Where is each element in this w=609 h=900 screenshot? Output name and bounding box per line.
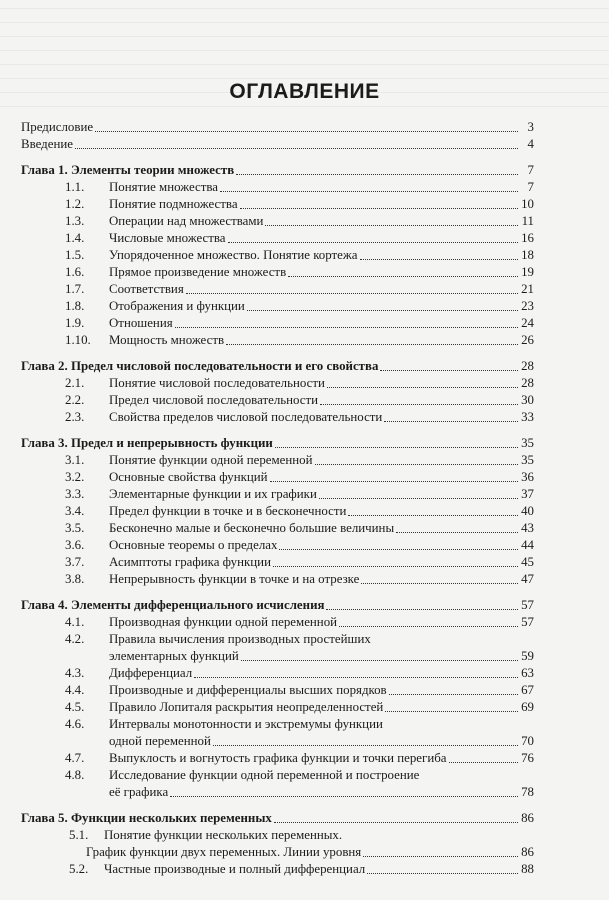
section-number: 1.10. <box>65 333 91 347</box>
toc-page-number: 28 <box>521 359 534 373</box>
toc-page-number: 35 <box>521 436 534 450</box>
toc-section[interactable] <box>21 196 534 213</box>
section-title: Понятие числовой последовательности <box>109 376 325 390</box>
toc-section[interactable] <box>21 716 534 733</box>
toc-page-number: 11 <box>521 214 534 228</box>
toc-page-number: 69 <box>521 700 534 714</box>
dot-leader <box>95 131 518 132</box>
toc-page-number: 47 <box>521 572 534 586</box>
dot-leader <box>270 481 518 482</box>
section-title: Упорядоченное множество. Понятие кортежа <box>109 248 358 262</box>
section-number: 1.6. <box>65 265 85 279</box>
dot-leader <box>348 515 518 516</box>
toc-section[interactable] <box>21 699 534 716</box>
section-title: Дифференциал <box>109 666 193 680</box>
toc-page-number: 67 <box>521 683 534 697</box>
toc-page-number: 57 <box>521 615 534 629</box>
toc-page-number: 4 <box>527 137 534 151</box>
toc-page-number: 88 <box>521 862 534 876</box>
toc-section[interactable] <box>21 614 534 631</box>
toc-section[interactable] <box>21 682 534 699</box>
section-number: 1.8. <box>65 299 85 313</box>
section-title: Правила вычисления производных простейших <box>109 632 371 646</box>
section-title: Элементарные функции и их графики <box>109 487 317 501</box>
section-number: 1.5. <box>65 248 85 262</box>
section-number: 2.1. <box>65 376 85 390</box>
dot-leader <box>319 498 518 499</box>
section-number: 4.3. <box>65 666 85 680</box>
section-number: 1.7. <box>65 282 85 296</box>
toc-section[interactable] <box>21 332 534 349</box>
toc-page-number: 36 <box>521 470 534 484</box>
section-number: 2.3. <box>65 410 85 424</box>
toc-section[interactable] <box>21 537 534 554</box>
toc-section[interactable] <box>21 281 534 298</box>
dot-leader <box>236 174 518 175</box>
toc-section[interactable] <box>21 179 534 196</box>
toc-page-number: 16 <box>521 231 534 245</box>
dot-leader <box>226 344 518 345</box>
section-title: Понятие множества <box>109 180 219 194</box>
section-title: Операции над множествами <box>109 214 264 228</box>
toc-page-number: 78 <box>521 785 534 799</box>
dot-leader <box>186 293 518 294</box>
toc-page-number: 70 <box>521 734 534 748</box>
dot-leader <box>273 566 518 567</box>
section-number: 1.2. <box>65 197 85 211</box>
section-number: 4.8. <box>65 768 85 782</box>
section-title: Производная функции одной переменной <box>109 615 338 629</box>
section-title: Понятие подмножества <box>109 197 238 211</box>
toc-page-number: 76 <box>521 751 534 765</box>
section-title: Мощность множеств <box>109 333 225 347</box>
section-title: Основные свойства функций <box>109 470 268 484</box>
toc-section-continuation[interactable] <box>21 648 534 665</box>
toc-page-number: 3 <box>527 120 534 134</box>
chapter-title: Глава 1. Элементы теории множеств <box>21 163 235 177</box>
toc-entry-text: Введение <box>21 137 73 151</box>
section-title-cont: одной переменной <box>109 734 211 748</box>
toc-section[interactable] <box>21 298 534 315</box>
dot-leader <box>213 745 518 746</box>
section-number: 1.4. <box>65 231 85 245</box>
section-title: Предел числовой последовательности <box>109 393 319 407</box>
toc-chapter-3[interactable] <box>21 435 534 452</box>
toc-page-number: 10 <box>521 197 534 211</box>
toc-page-number: 19 <box>521 265 534 279</box>
section-title: Основные теоремы о пределах <box>109 538 278 552</box>
toc-page-number: 28 <box>521 376 534 390</box>
toc-page-number: 43 <box>521 521 534 535</box>
dot-leader <box>265 225 518 226</box>
section-title: Правило Лопиталя раскрытия неопределенностей <box>109 700 384 714</box>
section-number: 1.9. <box>65 316 85 330</box>
section-number: 3.6. <box>65 538 85 552</box>
toc-page-number: 63 <box>521 666 534 680</box>
dot-leader <box>220 191 518 192</box>
toc-section[interactable] <box>21 452 534 469</box>
section-number: 1.1. <box>65 180 85 194</box>
section-number: 3.5. <box>65 521 85 535</box>
section-title: Числовые множества <box>109 231 226 245</box>
section-number: 2.2. <box>65 393 85 407</box>
section-title: Прямое произведение множеств <box>109 265 287 279</box>
toc-section[interactable] <box>21 486 534 503</box>
dot-leader <box>449 762 519 763</box>
toc-section[interactable] <box>21 631 534 648</box>
toc-section[interactable] <box>21 520 534 537</box>
toc-entry-preface[interactable] <box>21 119 534 136</box>
toc-chapter-5[interactable] <box>21 810 534 827</box>
section-title: Выпуклость и вогнутость графика функции и точки перегиба <box>109 751 447 765</box>
section-title: Частные производные и полный дифференциал <box>104 862 366 876</box>
section-title: Отношения <box>109 316 173 330</box>
table-of-contents <box>21 119 534 878</box>
dot-leader <box>275 447 518 448</box>
section-title: Понятие функции нескольких переменных. <box>104 828 343 842</box>
dot-leader <box>194 677 518 678</box>
section-title-cont: График функции двух переменных. Линии уровня <box>86 845 362 859</box>
dot-leader <box>326 609 518 610</box>
section-title: Исследование функции одной переменной и построение <box>109 768 420 782</box>
toc-section[interactable] <box>21 213 534 230</box>
dot-leader <box>384 421 518 422</box>
section-number: 5.2. <box>69 862 89 876</box>
dot-leader <box>396 532 518 533</box>
toc-chapter-2[interactable] <box>21 358 534 375</box>
section-title: Предел функции в точке и в бесконечности <box>109 504 347 518</box>
dot-leader <box>240 208 518 209</box>
toc-page-number: 86 <box>521 845 534 859</box>
dot-leader <box>320 404 518 405</box>
toc-page-number: 33 <box>521 410 534 424</box>
section-title: Бесконечно малые и бесконечно большие величины <box>109 521 395 535</box>
toc-section-continuation[interactable] <box>21 844 534 861</box>
toc-section[interactable] <box>21 503 534 520</box>
dot-leader <box>170 796 518 797</box>
toc-chapter-1[interactable] <box>21 162 534 179</box>
dot-leader <box>361 583 518 584</box>
toc-page-number: 18 <box>521 248 534 262</box>
section-number: 4.4. <box>65 683 85 697</box>
toc-section[interactable] <box>21 375 534 392</box>
toc-page-number: 45 <box>521 555 534 569</box>
section-number: 4.7. <box>65 751 85 765</box>
toc-page-number: 7 <box>527 163 534 177</box>
toc-page-number: 21 <box>521 282 534 296</box>
toc-section[interactable] <box>21 554 534 571</box>
toc-section[interactable] <box>21 827 534 844</box>
toc-section[interactable] <box>21 469 534 486</box>
toc-page-number: 86 <box>521 811 534 825</box>
toc-section[interactable] <box>21 230 534 247</box>
section-title-cont: её графика <box>109 785 169 799</box>
toc-section[interactable] <box>21 247 534 264</box>
section-title: Непрерывность функции в точке и на отрезке <box>109 572 360 586</box>
section-number: 4.6. <box>65 717 85 731</box>
toc-section[interactable] <box>21 392 534 409</box>
page-title: ОГЛАВЛЕНИЕ <box>229 80 380 103</box>
dot-leader <box>279 549 518 550</box>
toc-page-number: 57 <box>521 598 534 612</box>
dot-leader <box>367 873 518 874</box>
toc-page-number: 26 <box>521 333 534 347</box>
section-number: 3.2. <box>65 470 85 484</box>
section-title: Понятие функции одной переменной <box>109 453 313 467</box>
dot-leader <box>175 327 518 328</box>
dot-leader <box>339 626 518 627</box>
toc-section[interactable] <box>21 315 534 332</box>
dot-leader <box>360 259 518 260</box>
toc-entry-introduction[interactable] <box>21 136 534 153</box>
section-number: 4.1. <box>65 615 85 629</box>
section-number: 3.3. <box>65 487 85 501</box>
section-title: Соответствия <box>109 282 184 296</box>
dot-leader <box>389 694 518 695</box>
chapter-title: Глава 4. Элементы дифференциального исчисления <box>21 598 325 612</box>
toc-section-continuation[interactable] <box>21 784 534 801</box>
toc-entry-text: Предисловие <box>21 120 94 134</box>
toc-section[interactable] <box>21 264 534 281</box>
dot-leader <box>315 464 518 465</box>
toc-section[interactable] <box>21 767 534 784</box>
section-title: Свойства пределов числовой последовательности <box>109 410 383 424</box>
dot-leader <box>385 711 518 712</box>
toc-section[interactable] <box>21 665 534 682</box>
toc-page-number: 37 <box>521 487 534 501</box>
dot-leader <box>274 822 518 823</box>
section-number: 4.5. <box>65 700 85 714</box>
section-title: Асимптоты графика функции <box>109 555 271 569</box>
toc-page-number: 59 <box>521 649 534 663</box>
section-title: Отображения и функции <box>109 299 245 313</box>
toc-section[interactable] <box>21 409 534 426</box>
section-number: 4.2. <box>65 632 85 646</box>
dot-leader <box>327 387 518 388</box>
section-number: 5.1. <box>69 828 89 842</box>
dot-leader <box>228 242 518 243</box>
chapter-title: Глава 3. Предел и непрерывность функции <box>21 436 273 450</box>
dot-leader <box>380 370 518 371</box>
dot-leader <box>247 310 518 311</box>
dot-leader <box>241 660 518 661</box>
section-title: Производные и дифференциалы высших порядков <box>109 683 387 697</box>
section-number: 3.4. <box>65 504 85 518</box>
toc-chapter-4[interactable] <box>21 597 534 614</box>
toc-page-number: 40 <box>521 504 534 518</box>
toc-section[interactable] <box>21 861 534 878</box>
toc-section[interactable] <box>21 750 534 767</box>
section-number: 3.7. <box>65 555 85 569</box>
toc-section[interactable] <box>21 571 534 588</box>
chapter-title: Глава 2. Предел числовой последовательности и его свойства <box>21 359 379 373</box>
section-title-cont: элементарных функций <box>109 649 239 663</box>
toc-section-continuation[interactable] <box>21 733 534 750</box>
toc-page-number: 24 <box>521 316 534 330</box>
section-title: Интервалы монотонности и экстремумы функции <box>109 717 383 731</box>
toc-page-number: 23 <box>521 299 534 313</box>
dot-leader <box>75 148 518 149</box>
section-number: 3.8. <box>65 572 85 586</box>
toc-page-number: 44 <box>521 538 534 552</box>
toc-page-number: 7 <box>527 180 534 194</box>
dot-leader <box>363 856 518 857</box>
chapter-title: Глава 5. Функции нескольких переменных <box>21 811 272 825</box>
section-number: 3.1. <box>65 453 85 467</box>
section-number: 1.3. <box>65 214 85 228</box>
toc-page-number: 35 <box>521 453 534 467</box>
dot-leader <box>288 276 518 277</box>
toc-page-number: 30 <box>521 393 534 407</box>
